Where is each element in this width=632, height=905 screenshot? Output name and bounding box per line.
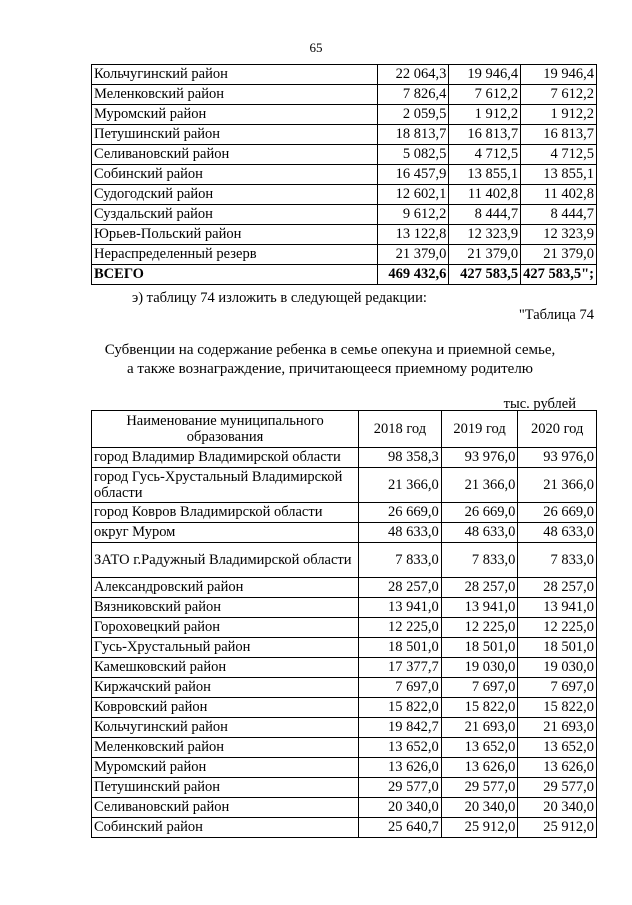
- row-name: Вязниковский район: [92, 598, 359, 618]
- row-value-3: 7 612,2: [521, 85, 597, 105]
- row-value-2: 8 444,7: [449, 205, 521, 225]
- row-value-2: 28 257,0: [441, 578, 518, 598]
- table-row: [92, 618, 597, 638]
- total-value-1: 469 432,6: [377, 265, 449, 285]
- table-row: [92, 245, 597, 265]
- title-line-2: а также вознаграждение, причитающееся приемному родителю: [126, 361, 534, 377]
- row-value-3: 4 712,5: [521, 145, 597, 165]
- row-name: Петушинский район: [92, 125, 378, 145]
- row-value-3: 7 833,0: [518, 543, 597, 578]
- table-row: [92, 778, 597, 798]
- row-value-1: 13 122,8: [377, 225, 449, 245]
- row-name: Гусь-Хрустальный район: [92, 638, 359, 658]
- row-value-3: 28 257,0: [518, 578, 597, 598]
- row-name: Кольчугинский район: [92, 65, 378, 85]
- table2-body: [92, 448, 597, 838]
- row-value-1: 18 813,7: [377, 125, 449, 145]
- row-value-1: 7 697,0: [359, 678, 442, 698]
- row-value-3: 12 323,9: [521, 225, 597, 245]
- row-name: Суздальский район: [92, 205, 378, 225]
- row-name: город Гусь-Хрустальный Владимирской области: [92, 468, 359, 503]
- row-name: Александровский район: [92, 578, 359, 598]
- row-name: Собинский район: [92, 818, 359, 838]
- row-value-1: 16 457,9: [377, 165, 449, 185]
- row-value-1: 2 059,5: [377, 105, 449, 125]
- row-value-3: 13 626,0: [518, 758, 597, 778]
- row-name: Камешковский район: [92, 658, 359, 678]
- row-value-2: 19 946,4: [449, 65, 521, 85]
- row-value-1: 98 358,3: [359, 448, 442, 468]
- row-name: Муромский район: [92, 758, 359, 778]
- row-value-1: 13 626,0: [359, 758, 442, 778]
- row-value-3: 11 402,8: [521, 185, 597, 205]
- table-row: [92, 718, 597, 738]
- row-value-2: 21 366,0: [441, 468, 518, 503]
- page-number: 65: [309, 40, 323, 55]
- table-row: [92, 225, 597, 245]
- table-row: [92, 468, 597, 503]
- total-value-3: 427 583,5";: [521, 265, 597, 285]
- row-value-2: 93 976,0: [441, 448, 518, 468]
- row-value-3: 13 652,0: [518, 738, 597, 758]
- row-value-1: 19 842,7: [359, 718, 442, 738]
- row-name: Ковровский район: [92, 698, 359, 718]
- row-name: округ Муром: [92, 523, 359, 543]
- row-value-3: 29 577,0: [518, 778, 597, 798]
- table-header-row: [92, 411, 597, 448]
- row-value-2: 7 697,0: [441, 678, 518, 698]
- table-row: [92, 105, 597, 125]
- row-value-3: 16 813,7: [521, 125, 597, 145]
- subsidies-table: [91, 410, 597, 838]
- table-row: [92, 798, 597, 818]
- row-value-2: 26 669,0: [441, 503, 518, 523]
- row-value-1: 15 822,0: [359, 698, 442, 718]
- row-value-1: 17 377,7: [359, 658, 442, 678]
- row-name: Петушинский район: [92, 778, 359, 798]
- row-name: Кольчугинский район: [92, 718, 359, 738]
- row-name: Муромский район: [92, 105, 378, 125]
- row-value-2: 7 833,0: [441, 543, 518, 578]
- table-row: [92, 758, 597, 778]
- row-value-2: 13 652,0: [441, 738, 518, 758]
- row-name: Судогодский район: [92, 185, 378, 205]
- table-row: [92, 65, 597, 85]
- table-row: [92, 205, 597, 225]
- row-value-3: 20 340,0: [518, 798, 597, 818]
- row-value-3: 15 822,0: [518, 698, 597, 718]
- row-value-2: 21 693,0: [441, 718, 518, 738]
- table-row: [92, 678, 597, 698]
- row-value-1: 7 826,4: [377, 85, 449, 105]
- table-row: [92, 738, 597, 758]
- header-name: Наименование муниципального образования: [92, 411, 359, 448]
- row-value-2: 4 712,5: [449, 145, 521, 165]
- row-value-3: 12 225,0: [518, 618, 597, 638]
- table-row: [92, 503, 597, 523]
- table-row: [92, 185, 597, 205]
- row-value-2: 15 822,0: [441, 698, 518, 718]
- table-continuation: [91, 64, 597, 285]
- row-value-1: 48 633,0: [359, 523, 442, 543]
- row-value-3: 93 976,0: [518, 448, 597, 468]
- table-row: [92, 523, 597, 543]
- row-name: Гороховецкий район: [92, 618, 359, 638]
- row-name: Селивановский район: [92, 798, 359, 818]
- row-value-2: 11 402,8: [449, 185, 521, 205]
- total-row: [92, 265, 597, 285]
- row-value-2: 18 501,0: [441, 638, 518, 658]
- table-row: [92, 698, 597, 718]
- row-value-2: 16 813,7: [449, 125, 521, 145]
- table-label: "Таблица 74: [518, 307, 594, 323]
- row-value-1: 21 379,0: [377, 245, 449, 265]
- row-value-1: 21 366,0: [359, 468, 442, 503]
- row-value-1: 29 577,0: [359, 778, 442, 798]
- table-row: [92, 125, 597, 145]
- row-value-1: 25 640,7: [359, 818, 442, 838]
- row-value-3: 21 379,0: [521, 245, 597, 265]
- row-value-3: 19 946,4: [521, 65, 597, 85]
- row-name: Меленковский район: [92, 85, 378, 105]
- row-value-1: 20 340,0: [359, 798, 442, 818]
- row-value-1: 22 064,3: [377, 65, 449, 85]
- row-value-1: 18 501,0: [359, 638, 442, 658]
- row-name: Селивановский район: [92, 145, 378, 165]
- row-name: ЗАТО г.Радужный Владимирской области: [92, 543, 359, 578]
- table-row: [92, 165, 597, 185]
- row-name: город Ковров Владимирской области: [92, 503, 359, 523]
- header-year-2020: 2020 год: [518, 411, 597, 448]
- row-value-2: 25 912,0: [441, 818, 518, 838]
- amendment-note: э) таблицу 74 изложить в следующей редакции:: [132, 290, 427, 306]
- total-label: ВСЕГО: [92, 265, 378, 285]
- row-name: город Владимир Владимирской области: [92, 448, 359, 468]
- table-row: [92, 448, 597, 468]
- table-row: [92, 598, 597, 618]
- row-value-2: 29 577,0: [441, 778, 518, 798]
- table-row: [92, 658, 597, 678]
- row-value-2: 19 030,0: [441, 658, 518, 678]
- row-value-1: 5 082,5: [377, 145, 449, 165]
- row-value-3: 1 912,2: [521, 105, 597, 125]
- row-value-3: 13 941,0: [518, 598, 597, 618]
- row-value-3: 26 669,0: [518, 503, 597, 523]
- table-title: [60, 341, 600, 379]
- table-row: [92, 638, 597, 658]
- row-name: Нераспределенный резерв: [92, 245, 378, 265]
- row-value-2: 1 912,2: [449, 105, 521, 125]
- row-value-1: 7 833,0: [359, 543, 442, 578]
- row-value-1: 12 602,1: [377, 185, 449, 205]
- row-value-1: 12 225,0: [359, 618, 442, 638]
- header-year-2018: 2018 год: [359, 411, 442, 448]
- row-name: Юрьев-Польский район: [92, 225, 378, 245]
- row-value-1: 28 257,0: [359, 578, 442, 598]
- table-row: [92, 578, 597, 598]
- row-value-3: 21 366,0: [518, 468, 597, 503]
- table-row: [92, 543, 597, 578]
- table-row: [92, 818, 597, 838]
- row-value-1: 13 652,0: [359, 738, 442, 758]
- row-value-2: 7 612,2: [449, 85, 521, 105]
- row-value-3: 8 444,7: [521, 205, 597, 225]
- row-value-1: 9 612,2: [377, 205, 449, 225]
- row-value-2: 21 379,0: [449, 245, 521, 265]
- row-value-3: 18 501,0: [518, 638, 597, 658]
- table1-body: [92, 65, 597, 285]
- table-row: [92, 85, 597, 105]
- units-label: тыс. рублей: [503, 396, 576, 412]
- row-value-2: 12 323,9: [449, 225, 521, 245]
- row-value-2: 13 855,1: [449, 165, 521, 185]
- row-value-2: 12 225,0: [441, 618, 518, 638]
- row-value-1: 13 941,0: [359, 598, 442, 618]
- row-value-2: 13 626,0: [441, 758, 518, 778]
- row-value-2: 13 941,0: [441, 598, 518, 618]
- row-value-3: 48 633,0: [518, 523, 597, 543]
- row-value-2: 48 633,0: [441, 523, 518, 543]
- row-name: Киржачский район: [92, 678, 359, 698]
- table-row: [92, 145, 597, 165]
- row-name: Собинский район: [92, 165, 378, 185]
- row-name: Меленковский район: [92, 738, 359, 758]
- row-value-3: 19 030,0: [518, 658, 597, 678]
- row-value-1: 26 669,0: [359, 503, 442, 523]
- total-value-2: 427 583,5: [449, 265, 521, 285]
- title-line-1: Субвенции на содержание ребенка в семье опекуна и приемной семье,: [104, 342, 556, 358]
- row-value-2: 20 340,0: [441, 798, 518, 818]
- row-value-3: 25 912,0: [518, 818, 597, 838]
- row-value-3: 21 693,0: [518, 718, 597, 738]
- header-year-2019: 2019 год: [441, 411, 518, 448]
- row-value-3: 13 855,1: [521, 165, 597, 185]
- row-value-3: 7 697,0: [518, 678, 597, 698]
